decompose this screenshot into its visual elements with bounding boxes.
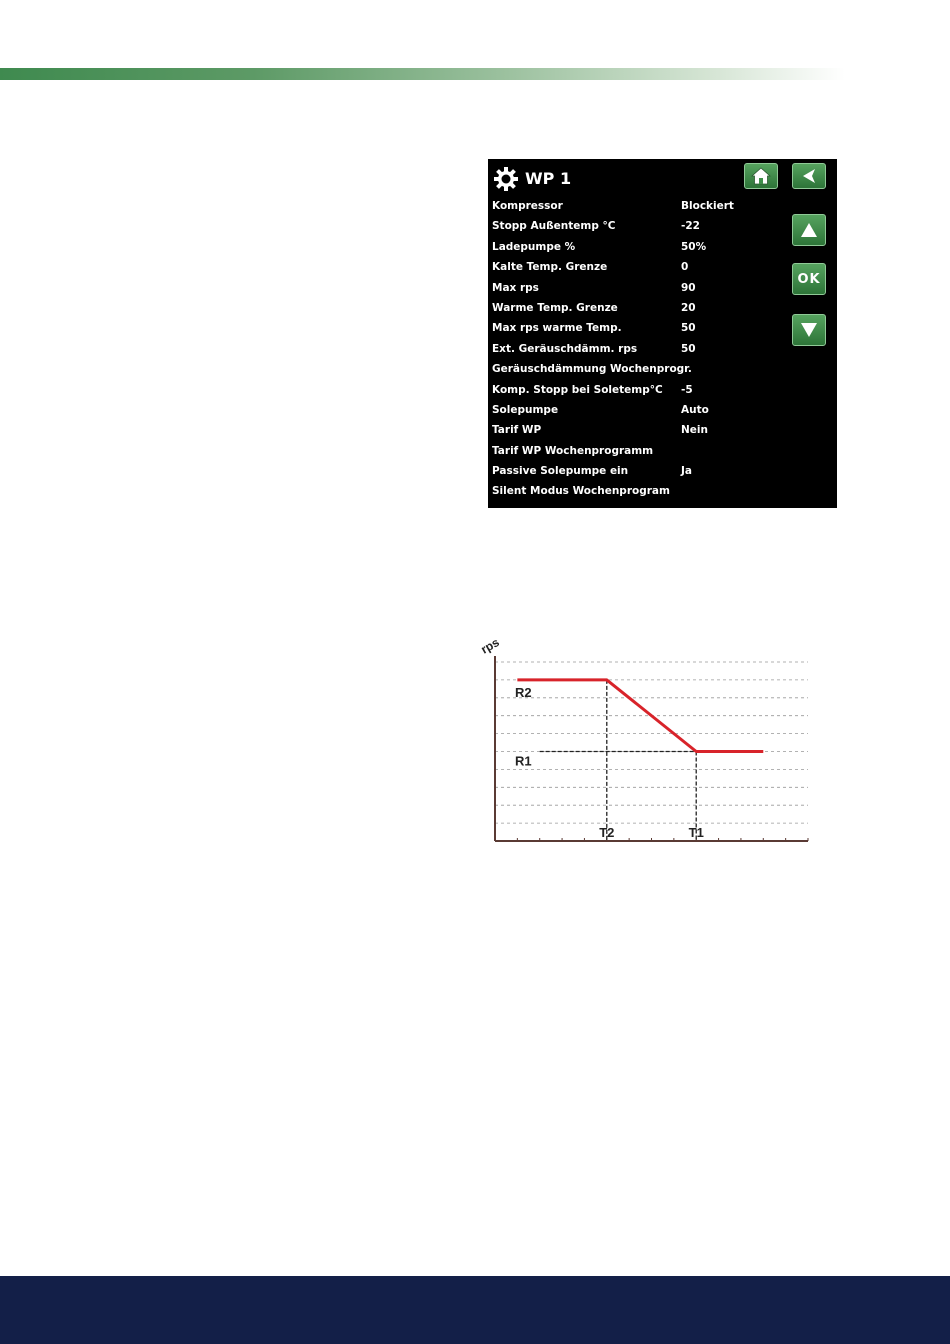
r2-label: R2: [515, 684, 532, 700]
setting-value: 50%: [681, 240, 707, 253]
settings-row[interactable]: [492, 400, 782, 420]
back-arrow-icon: [800, 167, 818, 185]
setting-label: Kalte Temp. Grenze: [492, 261, 608, 274]
screen-title: WP 1: [525, 169, 572, 188]
footer-bar: [0, 1276, 950, 1344]
y-axis-label: rps: [478, 635, 502, 657]
setting-label: Komp. Stopp bei Soletemp°C: [492, 383, 663, 396]
setting-label: Kompressor: [492, 200, 563, 212]
setting-value: 20: [681, 301, 696, 314]
setting-label: Stopp Außentemp °C: [492, 220, 616, 233]
down-arrow-icon: [799, 321, 819, 339]
ok-button[interactable]: OK: [792, 263, 826, 295]
settings-row[interactable]: [492, 339, 782, 359]
back-button[interactable]: [792, 163, 826, 189]
r1-label: R1: [515, 753, 532, 769]
home-button[interactable]: [744, 163, 778, 189]
setting-label: Tarif WP Wochenprogramm: [492, 444, 654, 457]
up-arrow-icon: [799, 221, 819, 239]
setting-label: Warme Temp. Grenze: [492, 301, 618, 314]
settings-row[interactable]: [492, 257, 782, 277]
setting-label: Max rps: [492, 281, 539, 294]
settings-row[interactable]: [492, 318, 782, 338]
scroll-down-button[interactable]: [792, 314, 826, 346]
settings-row[interactable]: [492, 481, 782, 501]
settings-row[interactable]: [492, 298, 782, 318]
setting-label: Max rps warme Temp.: [492, 322, 622, 335]
setting-value: 90: [681, 281, 696, 294]
scroll-up-button[interactable]: [792, 214, 826, 246]
rps-chart: [470, 632, 820, 852]
setting-value: -5: [681, 383, 693, 396]
setting-value: Ja: [681, 465, 692, 478]
setting-label: Ext. Geräuschdämm. rps: [492, 342, 638, 355]
setting-value: 0: [681, 261, 689, 274]
setting-label: Ladepumpe %: [492, 240, 576, 253]
settings-row[interactable]: [492, 461, 782, 481]
setting-value: 50: [681, 322, 696, 335]
setting-label: Tarif WP: [492, 424, 542, 437]
setting-value: Blockiert: [681, 200, 734, 212]
home-icon: [751, 167, 771, 185]
settings-row[interactable]: [492, 216, 782, 236]
heat-pump-settings-screen: [488, 159, 837, 508]
gear-icon: [494, 167, 518, 191]
setting-label: Solepumpe: [492, 403, 559, 416]
setting-value: -22: [681, 220, 700, 233]
settings-row[interactable]: [492, 420, 782, 440]
t2-label: T2: [599, 825, 615, 840]
setting-label: Geräuschdämmung Wochenprogr.: [492, 363, 692, 376]
header-stripe: [0, 68, 845, 80]
setting-label: Silent Modus Wochenprogram: [492, 485, 670, 498]
setting-label: Passive Solepumpe ein: [492, 465, 629, 478]
setting-value: 50: [681, 342, 696, 355]
settings-row[interactable]: [492, 278, 782, 298]
t1-label: T1: [688, 825, 704, 840]
settings-list: [492, 196, 782, 502]
settings-row[interactable]: [492, 380, 782, 400]
setting-value: Auto: [681, 403, 709, 416]
settings-row[interactable]: [492, 196, 782, 216]
settings-row[interactable]: [492, 359, 782, 379]
settings-row[interactable]: [492, 441, 782, 461]
settings-row[interactable]: [492, 237, 782, 257]
setting-value: Nein: [681, 424, 708, 437]
